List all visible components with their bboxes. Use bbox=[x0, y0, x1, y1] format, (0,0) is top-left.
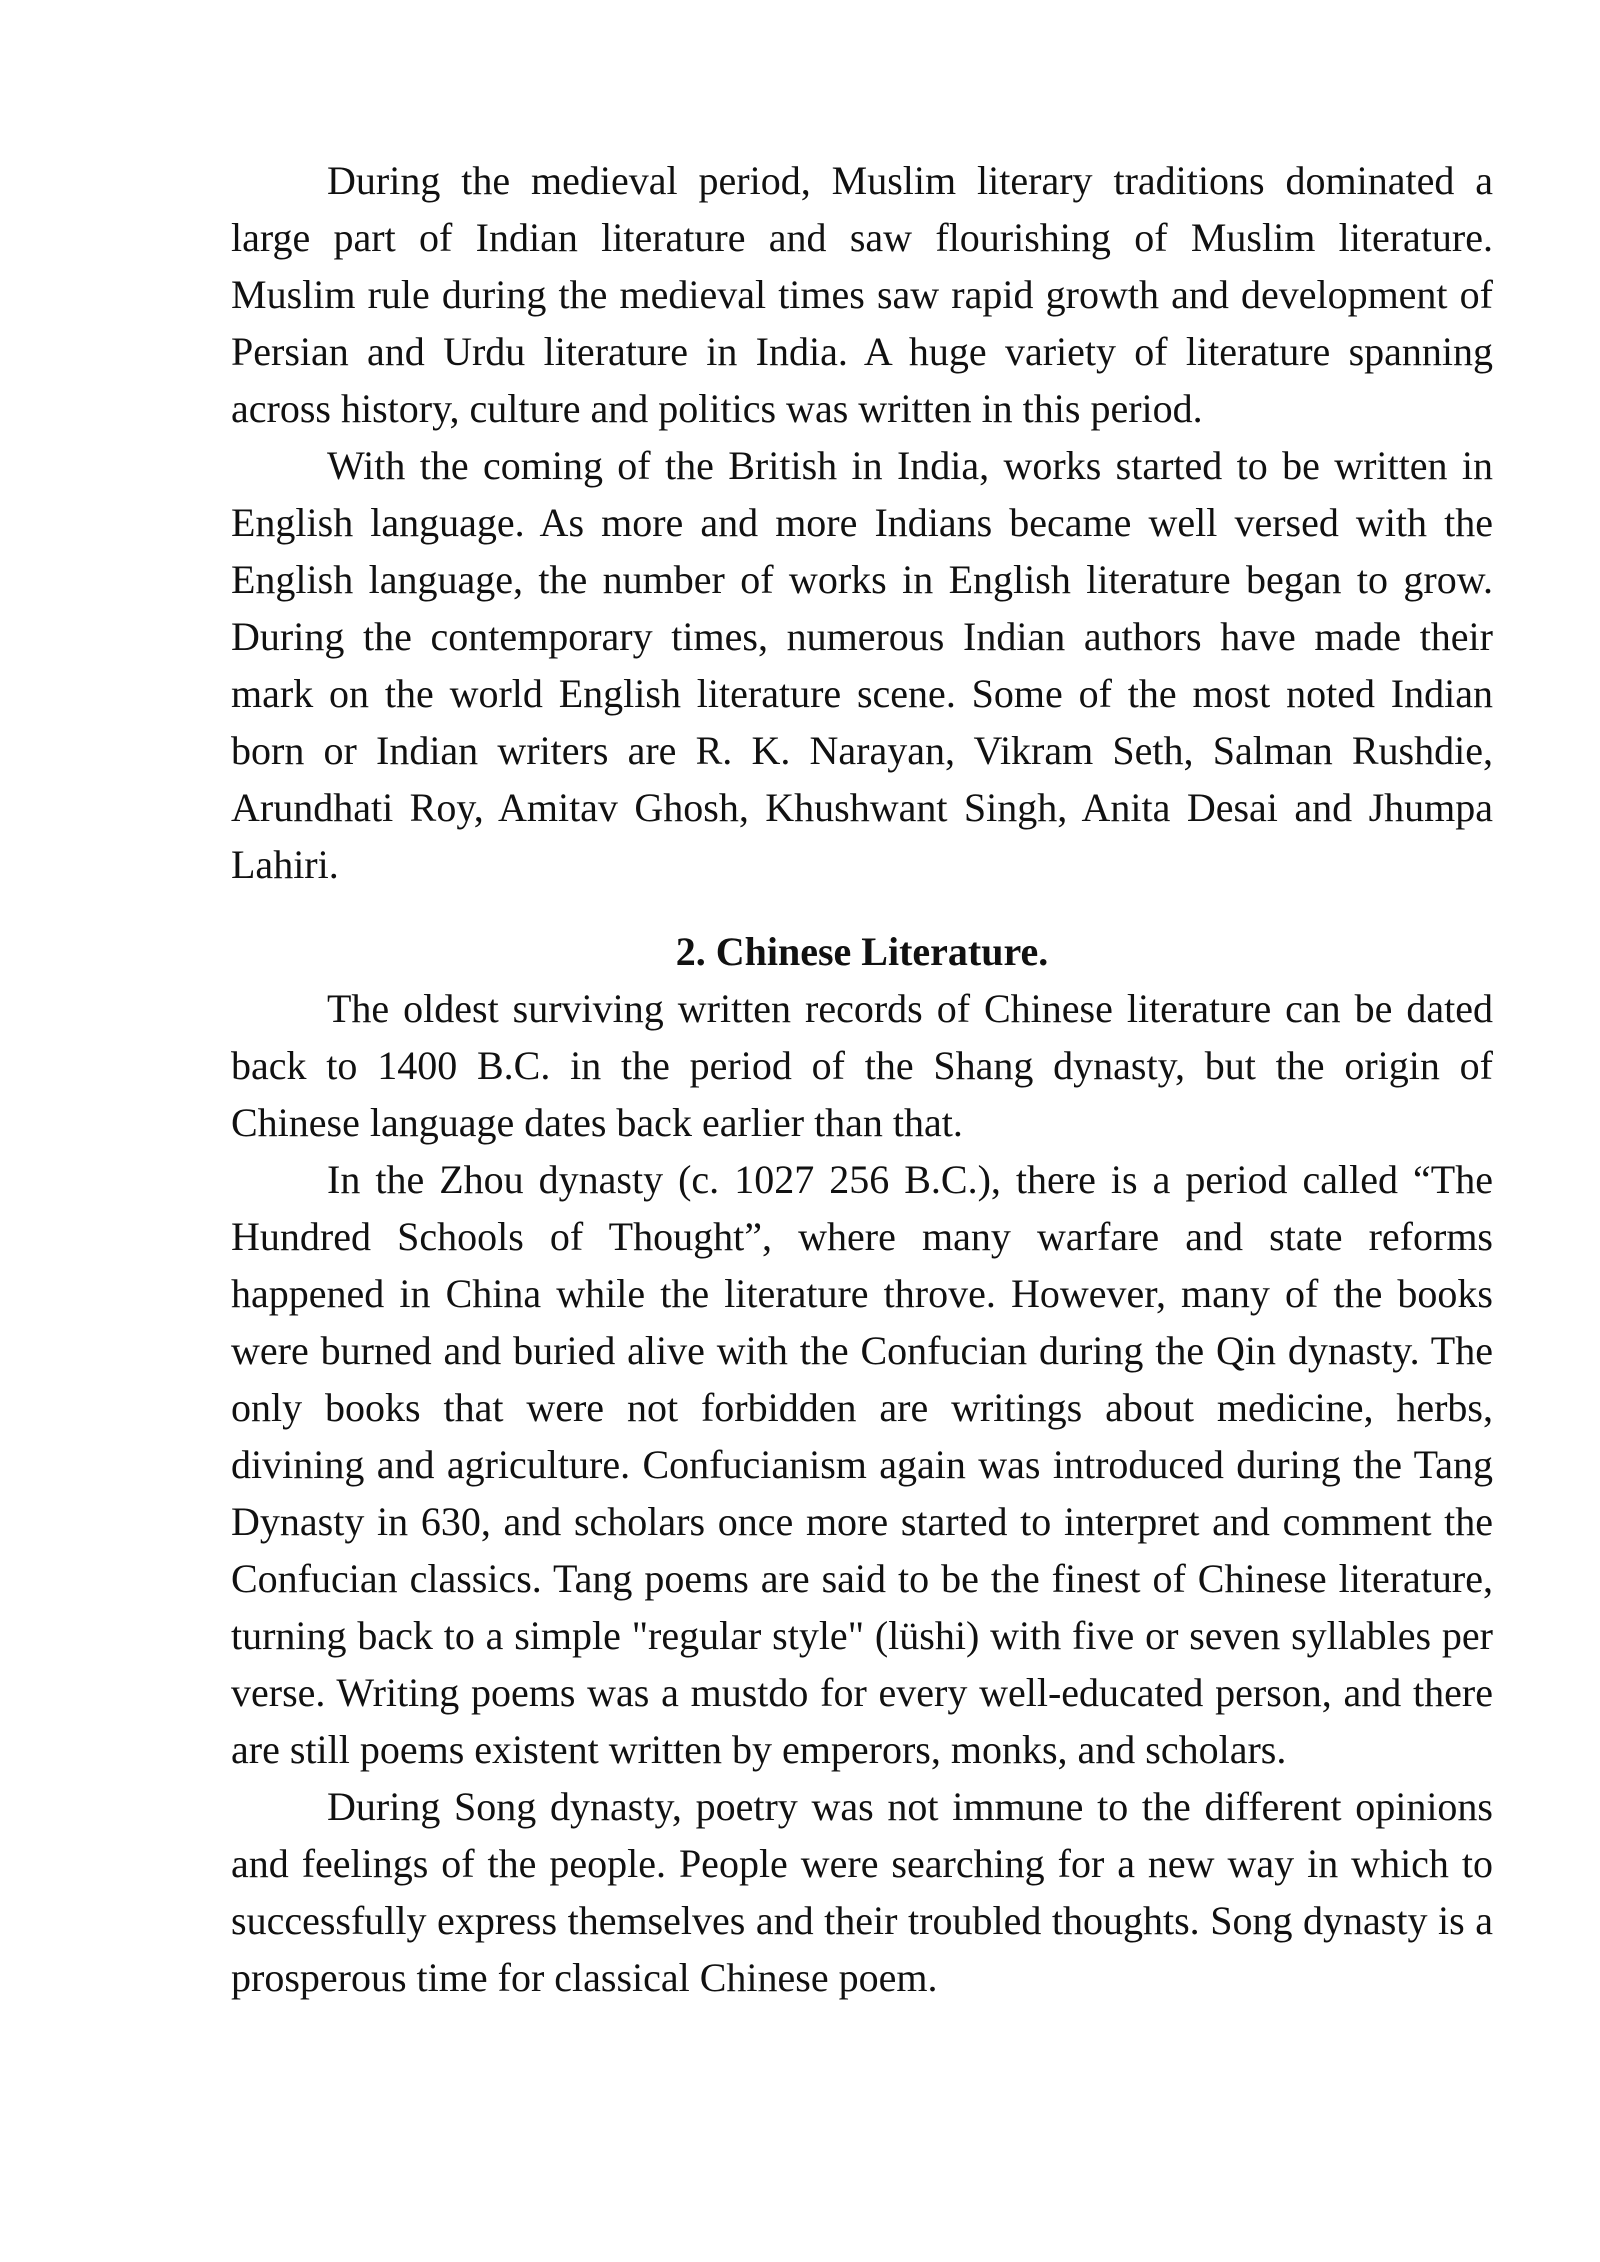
page-body bbox=[231, 152, 1493, 2006]
paragraph-british-english-literature: With the coming of the British in India, works started to be written in English language. As more and more Indians became well versed with the English language, the number of works in English literature began to grow. During the contemporary times, numerous Indian authors have made their mark on the world English literature scene. Some of the most noted Indian born or Indian writers are R. K. Narayan, Vikram Seth, Salman Rushdie, Arundhati Roy, Amitav Ghosh, Khushwant Singh, Anita Desai and Jhumpa Lahiri. bbox=[231, 443, 1493, 887]
paragraph-oldest-records: The oldest surviving written records of Chinese literature can be dated back to 1400 B.C. in the period of the Shang dynasty, but the origin of Chinese language dates back earlier than that. bbox=[231, 986, 1493, 1145]
paragraph-song-dynasty: During Song dynasty, poetry was not immune to the different opinions and feelings of the people. People were searching for a new way in which to successfully express themselves and their troubled thoughts. Song dynasty is a prosperous time for classical Chinese poem. bbox=[231, 1784, 1493, 2000]
paragraph-medieval-muslim-literature: During the medieval period, Muslim literary traditions dominated a large part of Indian literature and saw flourishing of Muslim literature. Muslim rule during the medieval times saw rapid growth and development of Persian and Urdu literature in India. A huge variety of literature spanning across history, culture and politics was written in this period. bbox=[231, 158, 1493, 431]
paragraph-zhou-dynasty: In the Zhou dynasty (c. 1027 256 B.C.), there is a period called “The Hundred Schools of Thought”, where many warfare and state reforms happened in China while the literature throve. However, many of the books were burned and buried alive with the Confucian during the Qin dynasty. The only books that were not forbidden are writings about medicine, herbs, divining and agriculture. Confucianism again was introduced during the Tang Dynasty in 630, and scholars once more started to interpret and comment the Confucian classics. Tang poems are said to be the finest of Chinese literature, turning back to a simple "regular style" (lüshi) with five or seven syllables per verse. Writing poems was a mustdo for every well-educated person, and there are still poems existent written by emperors, monks, and scholars. bbox=[231, 1157, 1493, 1772]
section-heading-chinese-literature: 2. Chinese Literature. bbox=[675, 929, 1049, 974]
